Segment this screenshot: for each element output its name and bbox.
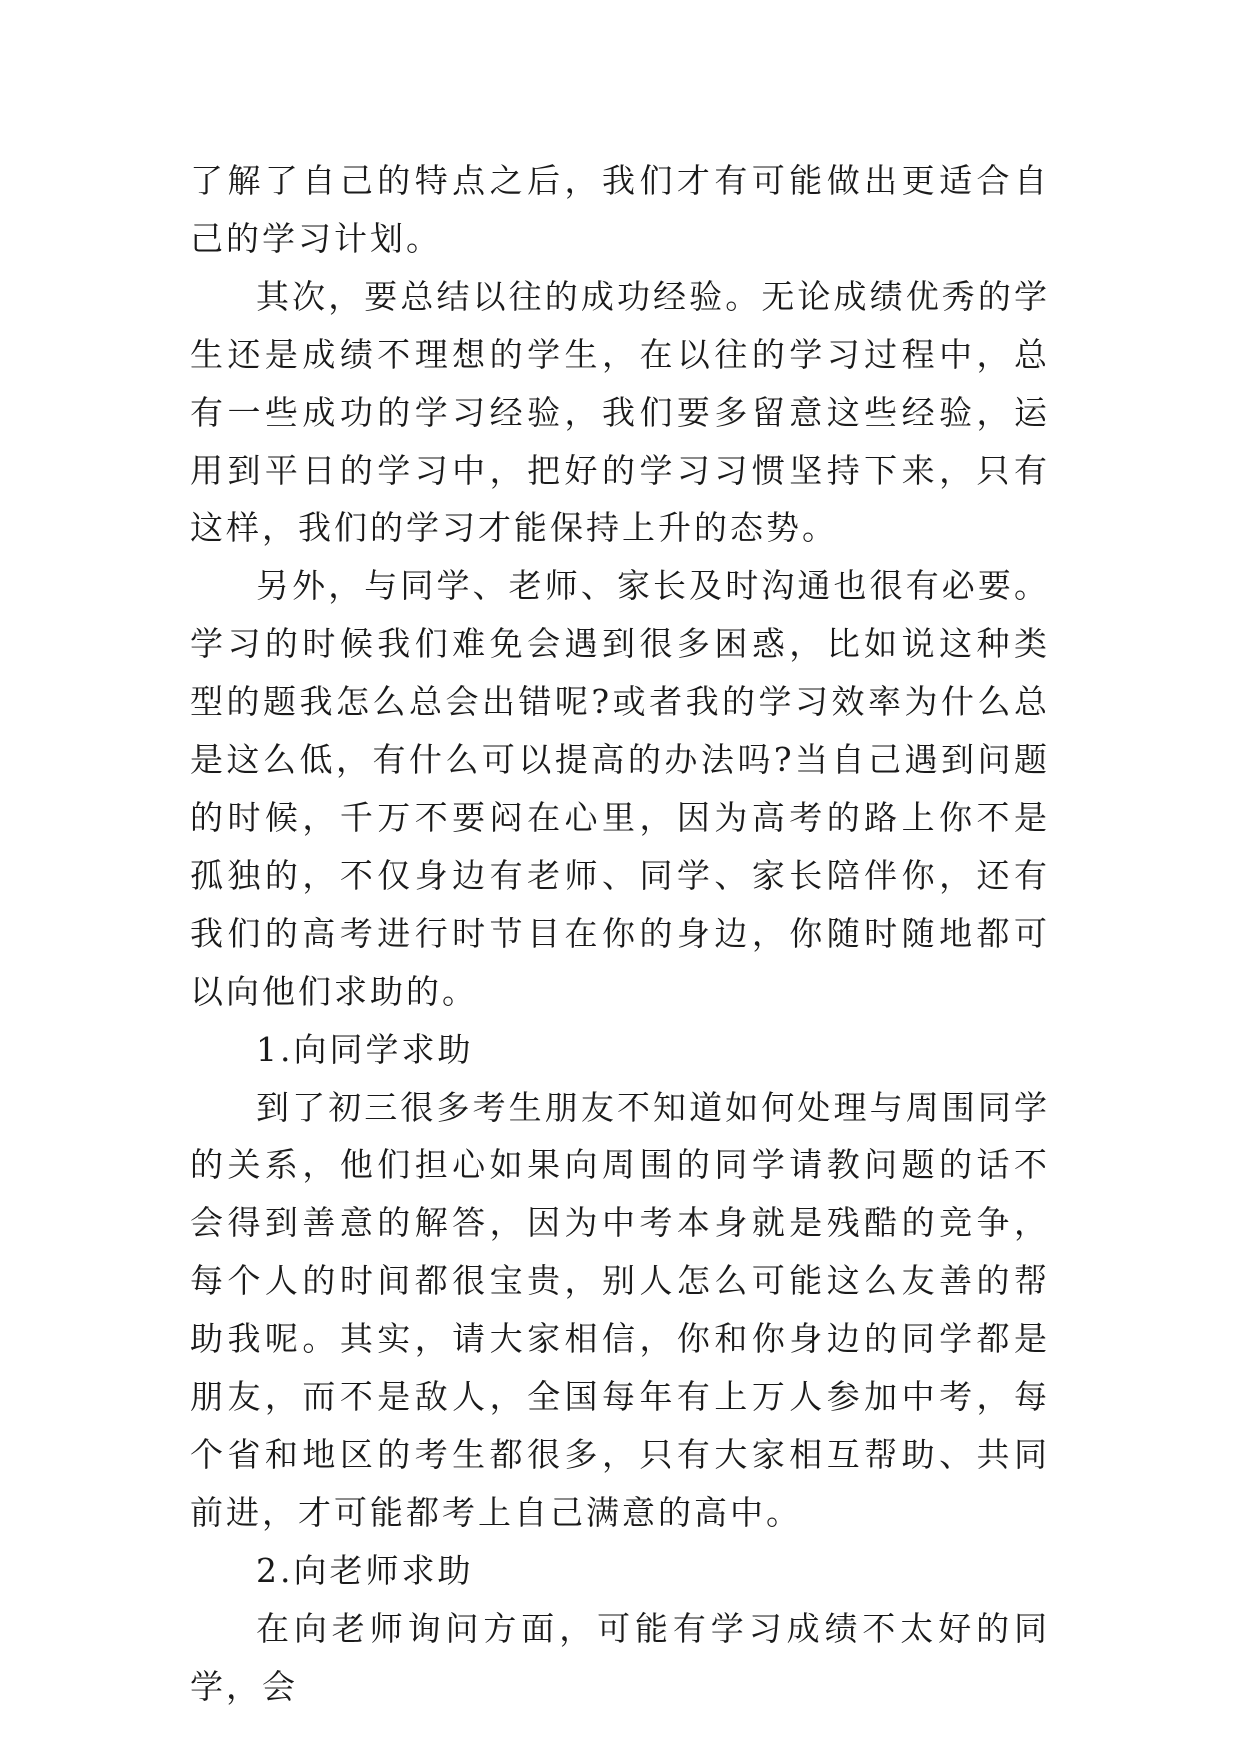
paragraph-success-experience: 其次，要总结以往的成功经验。无论成绩优秀的学生还是成绩不理想的学生，在以往的学习过程中，总有一些成功的学习经验，我们要多留意这些经验，运用到平日的学习中，把好的学习习惯坚持下来，只有这样，我们的学习才能保持上升的态势。 [190,276,1050,548]
paragraph-teachers: 在向老师询问方面，可能有学习成绩不太好的同学，会 [190,1608,1050,1706]
paragraph-classmates: 到了初三很多考生朋友不知道如何处理与周围同学的关系，他们担心如果向周围的同学请教问题的话不会得到善意的解答，因为中考本身就是残酷的竞争，每个人的时间都很宝贵，别人怎么可能这么友善的帮助我呢。其实，请大家相信，你和你身边的同学都是朋友，而不是敌人，全国每年有上万人参加中考，每个省和地区的考生都很多，只有大家相互帮助、共同前进，才可能都考上自己满意的高中。 [190,1087,1050,1532]
document-body [190,152,1050,1715]
section-heading-classmates: 1.向同学求助 [256,1029,474,1069]
section-heading-teachers: 2.向老师求助 [256,1550,474,1590]
paragraph-plan: 了解了自己的特点之后，我们才有可能做出更适合自己的学习计划。 [190,161,1050,258]
paragraph-communication: 另外，与同学、老师、家长及时沟通也很有必要。学习的时候我们难免会遇到很多困惑，比如说这种类型的题我怎么总会出错呢?或者我的学习效率为什么总是这么低，有什么可以提高的办法吗?当自己遇到问题的时候，千万不要闷在心里，因为高考的路上你不是孤独的，不仅身边有老师、同学、家长陪伴你，还有我们的高考进行时节目在你的身边，你随时随地都可以向他们求助的。 [190,566,1050,1011]
